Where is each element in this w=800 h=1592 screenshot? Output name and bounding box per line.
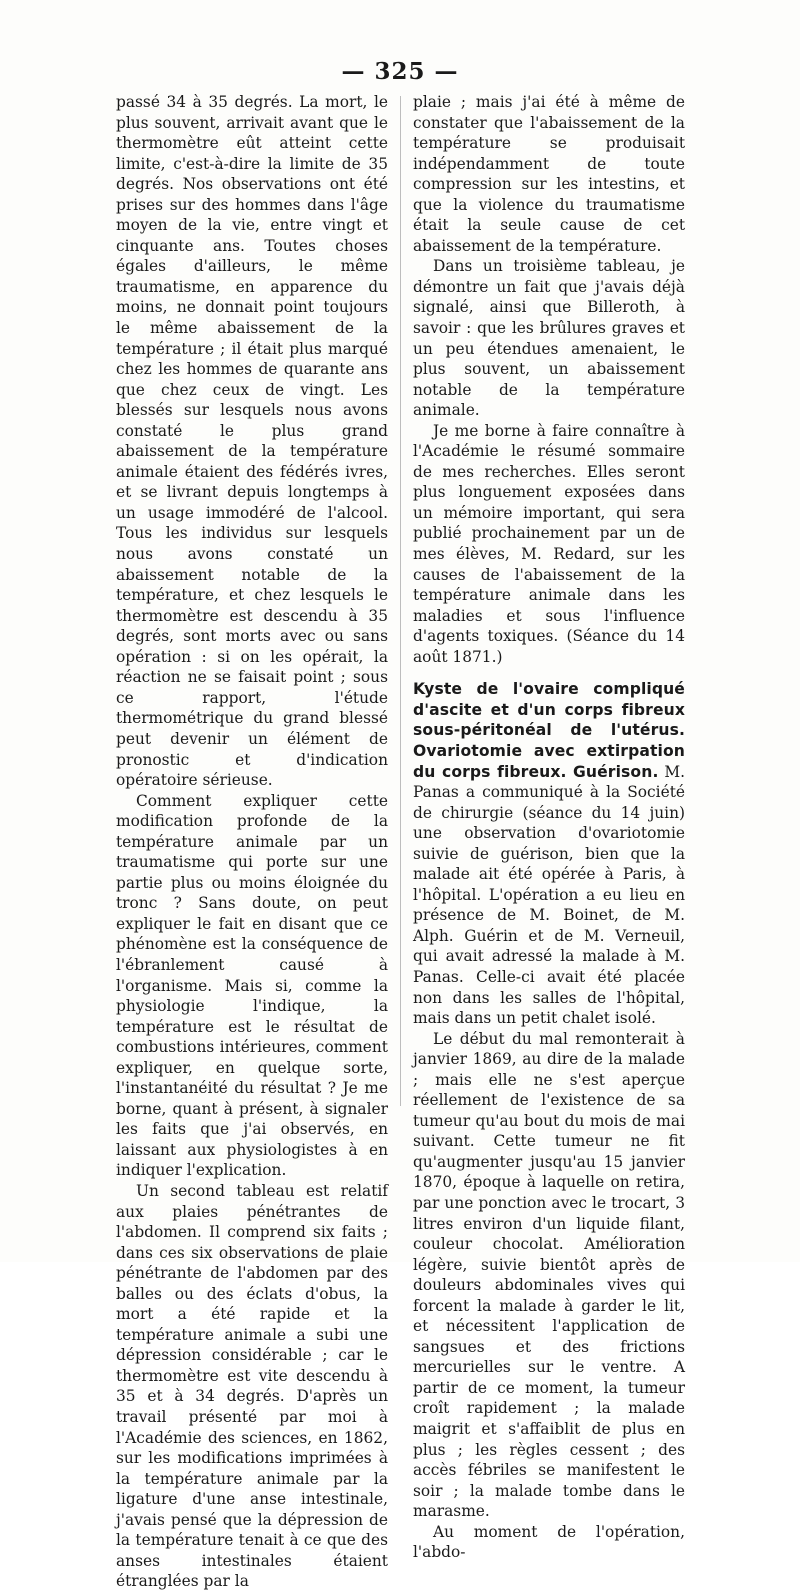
page-number: — 325 —: [341, 58, 459, 85]
article-lead-paragraph: [413, 679, 685, 1028]
paragraph: Comment expliquer cette modification profonde de la température animale par un traumatisme qui porte sur une partie plus ou moins éloignée du tronc ? Sans doute, on peut expliquer le fait en disant que ce phénomène est la conséquence de l'ébranlement causé à l'organisme. Mais si, comme la physiologie l'indique, la température est le résultat de combustions intérieures, comment expliquer, en quelque sorte, l'instantanéité du résultat ? Je me borne, quant à présent, à signaler les faits que j'ai observés, en laissant aux physiologistes à en indiquer l'explication.: [116, 791, 388, 1180]
paragraph: Dans un troisième tableau, je démontre un fait que j'avais déjà signalé, ainsi que Billeroth, à savoir : que les brûlures graves et un peu étendues amenaient, le plus souvent, un abaissement notable de la température animale.: [413, 257, 685, 420]
paragraph: Un second tableau est relatif aux plaies pénétrantes de l'abdomen. Il comprend six faits ; dans ces six observations de plaie pénétrante de l'abdomen par des balles ou des éclats d'obus, la mort a été rapide et la température animale a subi une dépression considérable ; car le thermomètre est vite descendu à 35 et à 34 degrés. D'après un travail présenté par moi à l'Académie des sciences, en 1862, sur les modifications imprimées à la température animale par la ligature d'une anse intestinale, j'avais pensé que la dépression de la température tenait à ce que des anses intestinales étaient étranglées par la: [116, 1181, 388, 1591]
column-divider: [400, 96, 401, 1106]
article-block: [413, 679, 685, 1563]
paragraph: plaie ; mais j'ai été à même de constater que l'abaissement de la température se produisait indépendamment de toute compression sur les intestins, et que la violence du traumatisme était la seule cause de cet abaissement de la température.: [413, 93, 685, 255]
article-heading: Kyste de l'ovaire compliqué d'ascite et d'un corps fibreux sous-péritonéal de l'utérus. Ovariotomie avec extirpation du corps fibreux. Guérison.: [413, 680, 685, 781]
right-column: [413, 92, 685, 1563]
paragraph: passé 34 à 35 degrés. La mort, le plus souvent, arrivait avant que le thermomètre eût atteint cette limite, c'est-à-dire la limite de 35 degrés. Nos observations ont été prises sur des hommes dans l'âge moyen de la vie, entre vingt et cinquante ans. Toutes choses égales d'ailleurs, le même traumatisme, en apparence du moins, ne donnait point toujours le même abaissement de la température ; il était plus marqué chez les hommes de quarante ans que chez ceux de vingt. Les blessés sur lesquels nous avons constaté le plus grand abaissement de la température animale étaient des fédérés ivres, et se livrant depuis longtemps à un usage immodéré de l'alcool. Tous les individus sur lesquels nous avons constaté un abaissement notable de la température, et chez lesquels le thermomètre est descendu à 35 degrés, sont morts avec ou sans opération : si on les opérait, la réaction ne se faisait point ; sous ce rapport, l'étude thermométrique du grand blessé peut devenir un élément de pronostic et d'indication opératoire sérieuse.: [116, 93, 388, 790]
paragraph: Je me borne à faire connaître à l'Académie le résumé sommaire de mes recherches. Elles seront plus longuement exposées dans un mémoire important, qui sera publié prochainement par un de mes élèves, M. Redard, sur les causes de l'abaissement de la température animale dans les maladies et sous l'influence d'agents toxiques. (Séance du 14 août 1871.): [413, 421, 685, 666]
left-column: [116, 92, 388, 1592]
paragraph: Le début du mal remonterait à janvier 1869, au dire de la malade ; mais elle ne s'est aperçue réellement de l'existence de sa tumeur qu'au bout du mois de mai suivant. Cette tumeur ne fit qu'augmenter jusqu'au 15 janvier 1870, époque à laquelle on retira, par une ponction avec le trocart, 3 litres environ d'un liquide filant, couleur chocolat. Amélioration légère, suivie bientôt après de douleurs abdominales vives qui forcent la malade à garder le lit, et nécessitent l'application de sangsues et des frictions mercurielles sur le ventre. A partir de ce moment, la tumeur croît rapidement ; la malade maigrit et s'affaiblit de plus en plus ; les règles cessent ; des accès fébriles se manifestent le soir ; la malade tombe dans le marasme.: [413, 1029, 685, 1521]
article-lead: M. Panas a communiqué à la Société de chirurgie (séance du 14 juin) une observation d'ovariotomie suivie de guérison, bien que la malade ait été opérée à Paris, à l'hôpital. L'opération a eu lieu en présence de M. Boinet, de M. Alph. Guérin et de M. Verneuil, qui avait adressé la malade à M. Panas. Celle-ci avait été placée non dans les salles de l'hôpital, mais dans un petit chalet isolé.: [413, 762, 685, 1028]
paragraph: Au moment de l'opération, l'abdo-: [413, 1522, 685, 1562]
